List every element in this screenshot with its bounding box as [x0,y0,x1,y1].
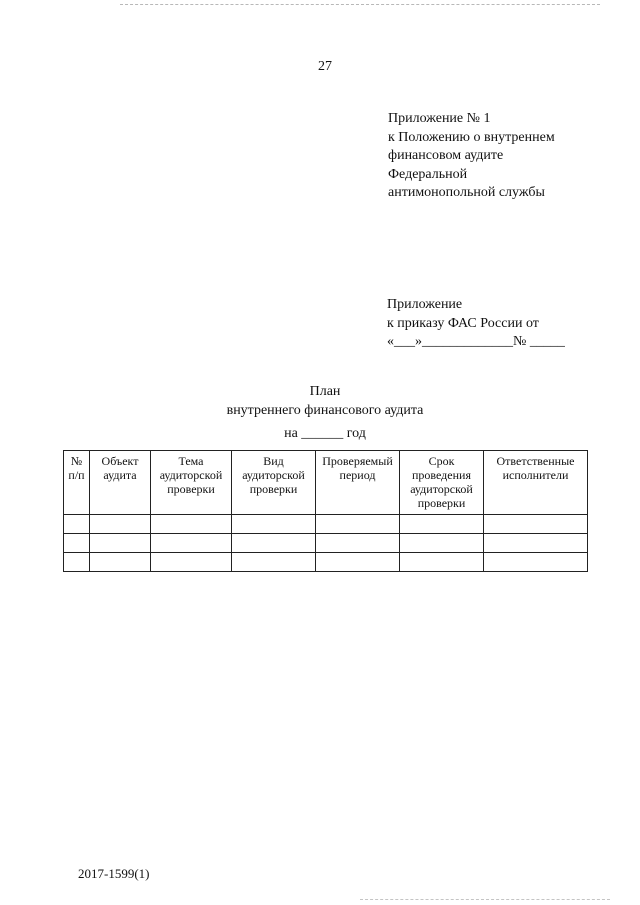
order-reference [387,296,565,352]
header-cell-type: Вид аудиторской проверки [232,451,316,515]
table-cell [400,534,484,553]
appendix-line: к Положению о внутреннем [388,129,555,145]
order-date-number-line: «___»_____________№ _____ [387,334,565,349]
table-cell [151,534,232,553]
scan-edge-line [360,899,610,900]
header-cell-deadline: Срок проведения аудиторской проверки [400,451,484,515]
title-line-2: внутреннего финансового аудита [226,402,424,418]
table-cell [316,534,400,553]
table-cell [151,515,232,534]
document-code: 2017-1599(1) [78,866,150,881]
table-cell [316,515,400,534]
table-cell [90,553,151,572]
document-title [0,383,640,420]
table-cell [484,534,588,553]
table-cell [400,553,484,572]
table-cell [232,515,316,534]
appendix-header [388,110,555,203]
header-cell-topic: Тема аудиторской проверки [151,451,232,515]
table-cell [64,553,90,572]
table-cell [90,515,151,534]
page-number: 27 [318,59,332,74]
appendix-line: финансовом аудите [388,148,504,163]
table-cell [64,515,90,534]
table-cell [64,534,90,553]
year-line: на ______ год [284,426,366,441]
table-cell [151,553,232,572]
table-cell [484,515,588,534]
table-row [64,553,588,572]
header-cell-responsible: Ответственные исполнители [484,451,588,515]
table-cell [316,553,400,572]
table-header-row [64,451,588,515]
appendix-line: Федеральной [388,166,468,182]
table-cell [232,534,316,553]
order-line: Приложение [387,297,463,312]
audit-plan-table [63,450,588,572]
appendix-line: Приложение № 1 [388,111,491,126]
table-row [64,515,588,534]
table-row [64,534,588,553]
scan-edge-line [120,4,600,5]
header-cell-period: Проверяемый период [316,451,400,515]
table-cell [90,534,151,553]
table-cell [484,553,588,572]
order-line: к приказу ФАС России от [387,315,539,331]
table-cell [232,553,316,572]
title-line-1: План [309,384,341,399]
header-cell-object: Объект аудита [90,451,151,515]
header-cell-number: № п/п [64,451,90,515]
table-cell [400,515,484,534]
appendix-line: антимонопольной службы [388,185,545,200]
